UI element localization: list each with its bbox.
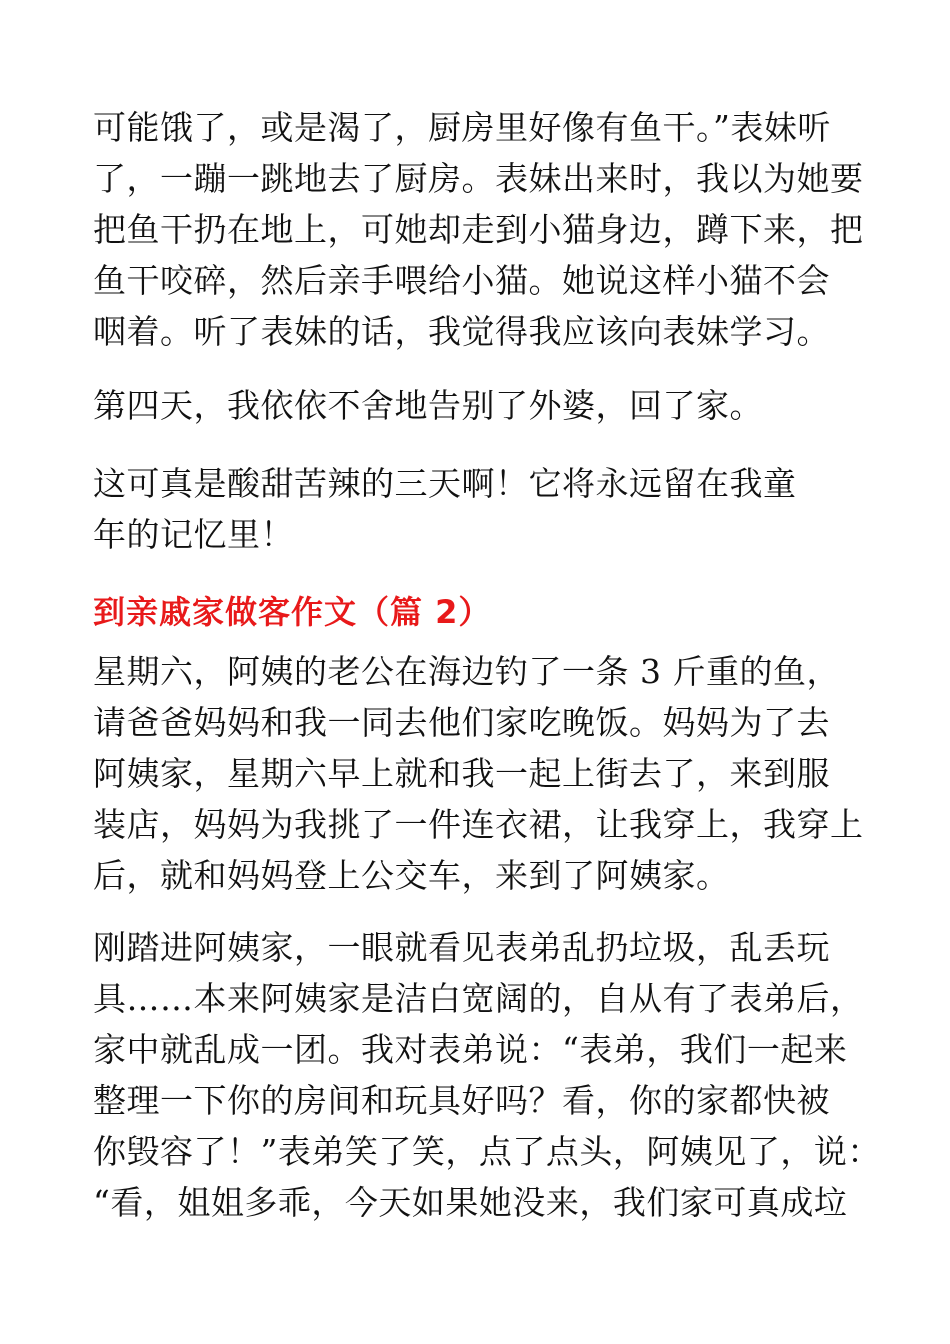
text-line: 了，一蹦一跳地去了厨房。表妹出来时，我以为她要 (93, 159, 864, 198)
text-line: “看，姐姐多乖，今天如果她没来，我们家可真成垃 (93, 1183, 848, 1222)
text-line: 年的记忆里！ (93, 515, 294, 554)
text-line: 刚踏进阿姨家，一眼就看见表弟乱扔垃圾，乱丢玩 (93, 928, 830, 967)
text-line: 你毁容了！”表弟笑了笑，点了点头，阿姨见了，说： (93, 1132, 881, 1171)
paragraph-fourth-day (93, 380, 873, 431)
text-line: 第四天，我依依不舍地告别了外婆，回了家。 (93, 386, 763, 425)
text-line: 家中就乱成一团。我对表弟说：“表弟，我们一起来 (93, 1030, 848, 1069)
paragraph-kitten-fish (93, 102, 873, 357)
text-line: 可能饿了，或是渴了，厨房里好像有鱼干。”表妹听 (93, 108, 831, 147)
text-line: 鱼干咬碎，然后亲手喂给小猫。她说这样小猫不会 (93, 261, 830, 300)
text-line: 阿姨家，星期六早上就和我一起上街去了，来到服 (93, 754, 830, 793)
text-line: 这可真是酸甜苦辣的三天啊！它将永远留在我童 (93, 464, 797, 503)
text-line: 后，就和妈妈登上公交车，来到了阿姨家。 (93, 856, 730, 895)
text-line: 装店，妈妈为我挑了一件连衣裙，让我穿上，我穿上 (93, 805, 864, 844)
text-line: 具……本来阿姨家是洁白宽阔的，自从有了表弟后， (93, 979, 864, 1018)
paragraph-three-days (93, 458, 873, 560)
text-line: 整理一下你的房间和玩具好吗？看，你的家都快被 (93, 1081, 830, 1120)
text-line: 星期六，阿姨的老公在海边钓了一条 3 斤重的鱼， (93, 652, 840, 691)
text-line: 请爸爸妈妈和我一同去他们家吃晚饭。妈妈为了去 (93, 703, 830, 742)
text-line: 咽着。听了表妹的话，我觉得我应该向表妹学习。 (93, 312, 830, 351)
section-heading: 到亲戚家做客作文（篇 2） (93, 593, 492, 631)
paragraph-cousin-room (93, 922, 881, 1228)
paragraph-saturday (93, 646, 873, 901)
text-line: 把鱼干扔在地上，可她却走到小猫身边，蹲下来，把 (93, 210, 864, 249)
